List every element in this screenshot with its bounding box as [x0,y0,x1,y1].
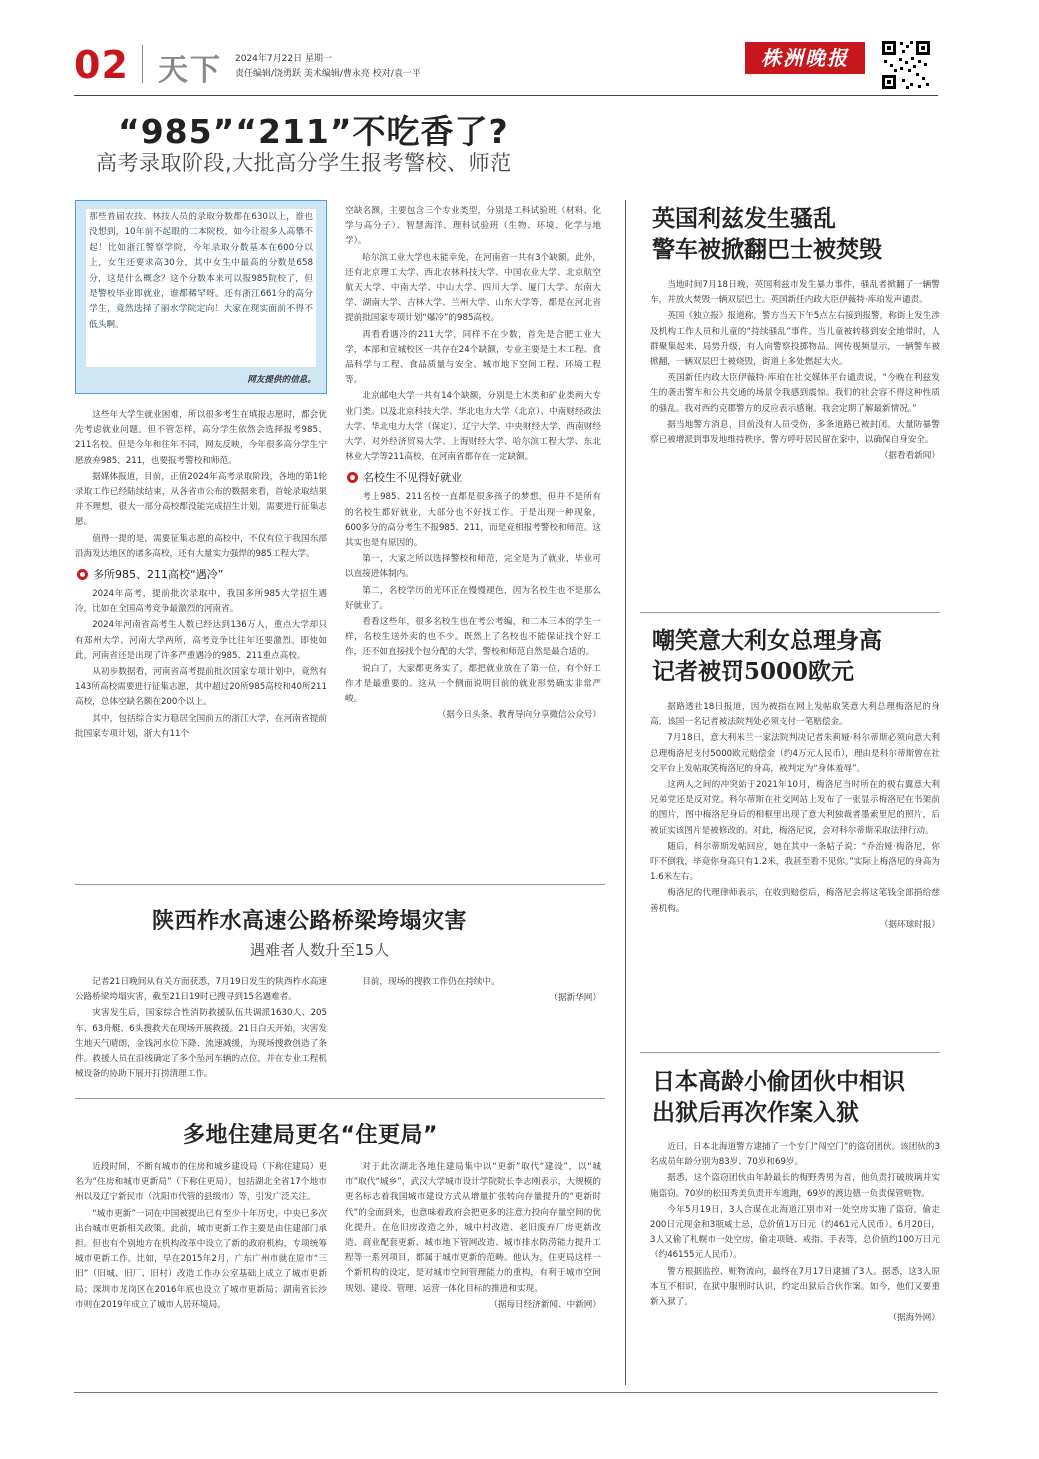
paragraph: 当地时间7月18日晚，英国利兹市发生暴力事件，骚乱者掀翻了一辆警车，并放火焚毁一辆双层巴士。英国新任内政大臣伊薇特·库珀发声谴责。 [650,280,940,306]
shaanxi-column-1 [75,975,327,1083]
shaanxi-subtitle: 遇难者人数升至15人 [250,941,390,959]
source-credit: （据每日经济新闻、中新网） [489,1299,601,1310]
paragraph: 随后，科尔蒂斯发帖回应，她在其中一条帖子说：“乔治娅·梅洛尼，你吓不倒我，毕竟你身高只有1.2米，我甚至看不见你。”实际上梅洛尼的身高为1.6米左右。 [650,841,940,883]
paragraph: 从初步数据看，河南省高考提前批次国家专项计划中，竟然有143所高校需要进行征集志愿，其中超过20所985高校和40所211高校，总体空缺名额在200个以上。 [75,667,327,708]
paragraph: 第一，大家之所以选择警校和师范，完全是为了就业，毕业可以直接进体制内。 [345,554,601,580]
italy-title-line-2: 记者被罚5000欧元 [652,658,855,685]
subheading-text: 名校生不见得好就业 [363,471,462,485]
masthead-rule [74,95,938,96]
uk-body [650,278,940,464]
uk-title [652,203,942,265]
japan-title-line-1: 日本高龄小偷团伙中相识 [652,1068,905,1095]
paragraph: 第二，名校学历的光环正在慢慢褪色，因为名校生也不是那么好就业了。 [345,585,601,611]
paragraph: 灾害发生后，国家综合性消防救援队伍共调派1630人、205车、63舟艇、6头搜救犬在现场开展救援。21日白天开始，灾害发生地天气晴朗，金钱河水位下降、流速减缓，为现场搜救创造了条件。救援人员在沿线确定了多个坠河车辆的点位，并在专业工程机械设备的协助下展开打捞清理工作。 [75,1008,327,1080]
source-credit: （据新华网） [549,993,601,1004]
netizen-info-box [75,200,327,394]
netizen-info-text: 那些普届农技、林技人员的录取分数都在630以上，谁也没想到，10年前不起眼的二本院校，如今让很多人高攀不起！比如浙江警察学院，今年录取分数基本在600分以上，女生还要求高30分，其中女生中最高的分数是658分，这是什么概念？这个分数本来可以报985院校了，但是警校毕业即就业，谁都稀罕呀。还有浙江661分的高分学生，竟然选择了丽水学院定向！大家在现实面前不得不低头啊。 [86,209,316,367]
paragraph: “城市更新”一词在中国被提出已有至少十年历史，中央已多次出台城市更新相关政策。此前，城市更新工作主要是由住建部门承担。但也有个别地方在机构改革中设立了新的政府机构，专项统筹城市更新工作。比如，早在2015年2月，广东广州市就在原市“三旧”（旧城、旧厂、旧村）改造工作办公室基础上成立了城市更新局；深圳市龙岗区在2016年底也设立了城市更新局；湖南省长沙市则在2019年成立了城市人居环境局。 [75,1208,327,1310]
masthead-divider [142,45,143,83]
bottom-rule [74,1392,938,1393]
japan-body [650,1140,940,1326]
subheading-985-211 [77,566,327,582]
shaanxi-column-2 [345,975,601,1006]
paragraph: 再看看遇冷的211大学，同样不在少数，首先是合肥工业大学，本部和宣城校区一共存在24个缺额，专业主要是土木工程、食品科学与工程、食品质量与安全、城市地下空间工程、环境工程等。 [345,329,601,386]
paragraph: 2024年高考，提前批次录取中，我国多所985大学招生遇冷，比如在全国高考竞争最激烈的河南省。 [75,589,327,615]
subheading-text: 多所985、211高校“遇冷” [93,568,224,582]
paragraph: 7月18日，意大利米兰一家法院判决记者朱莉娅·科尔蒂斯必须向意大利总理梅洛尼支付5000欧元赔偿金（约4万元人民币），理由是科尔蒂斯曾在社交平台上发帖取笑梅洛尼的身高，被判定为“身体羞辱”。 [650,733,940,774]
source-credit: （据海外网） [888,1313,940,1324]
section-divider [75,884,605,885]
italy-title-line-1: 嘲笑意大利女总理身高 [652,627,882,654]
paper-logo: 株洲晚报 [745,42,865,74]
paragraph: 记者21日晚间从有关方面获悉，7月19日发生的陕西柞水高速公路桥梁垮塌灾害，截至21日19时已搜寻到15名遇难者。 [75,977,327,1003]
paragraph: 其中，包括综合实力稳居全国前五的浙江大学，在河南省提前批国家专项计划，浙大有11个 [75,713,327,739]
paragraph: 看看这些年，很多名校生也在考公考编，和二本三本的学生一样，名校生送外卖的也不少。既然上了名校也不能保证找个好工作，还不如直接找个包分配的大学，警校和师范自然是最合适的。 [345,617,601,658]
lead-title: “985”“211”不吃香了? [118,112,509,151]
paragraph: 今年5月19日，3人合谋在北海道江别市对一处空房实施了盗窃，偷走200日元现金和3瓶威士忌，总价值1万日元（约461元人民币）。6月20日，3人又偷了札幌市一处空房，偷走项链、戒指、手表等，总价值约100万日元（约46155元人民币）。 [650,1204,940,1261]
paragraph: 近日，日本北海道警方逮捕了一个专门“闯空门”的盗窃团伙。该团伙的3名成员年龄分别为83岁、70岁和69岁。 [650,1142,940,1168]
paragraph: 英国《独立报》报道称，警方当天下午5点左右接到报警，称街上发生涉及机构工作人员和儿童的“持续骚乱”事件。当儿童被转移到安全地带时，人群聚集起来，局势升级，有人向警察投掷物品。网传视频显示，一辆警车被掀翻，一辆双层巴士被烧毁，街道上多处燃起大火。 [650,311,940,368]
zhugeng-title: 多地住建局更名“住更局” [183,1123,438,1148]
shaanxi-title: 陕西柞水高速公路桥梁垮塌灾害 [152,909,468,934]
lead-column-2 [345,204,601,723]
page-number: 02 [74,43,129,87]
bullet-icon [347,472,358,483]
paragraph: 据媒体报道，目前，正值2024年高考录取阶段，各地的第1轮录取工作已经陆续结束，从各省市公布的数据来看，首轮录取结果并不理想，很大一部分高校都没能完成招生计划，需要进行征集志愿。 [75,471,327,528]
lead-column-1 [75,408,327,743]
paragraph: 对于此次湖北各地住建局集中以“更新”取代“建设”，以“城市”取代“城乡”，武汉大学城市设计学院院长李志刚表示，大规模的更名标志着我国城市建设方式从增量扩张转向存量提升的“更新时代”的全面到来，也意味着政府会把更多的注意力投向存量空间的优化提升。在危旧房改造之外，城中村改造、老旧废弃厂房更新改造、商业配套更新、城市地下管网改造、城市排水防涝能力提升工程等一系列项目，都属于城市更新的范畴。他认为，住更局这样一个新机构的设定，是对城市空间管理能力的重构，有利于城市空间规划、建设、管理、运营一体化目标的推进和实现。 [345,1162,601,1294]
paragraph: 哈尔滨工业大学也未能幸免，在河南省一共有3个缺额。此外，还有北京理工大学、西北农林科技大学、中国农业大学、北京航空航天大学、中南大学、中山大学、四川大学、厦门大学、东南大学、湖南大学、吉林大学、兰州大学、山东大学等，都是在河北省提前批国家专项计划“爆冷”的985高校。 [345,252,601,324]
paragraph: 据当地警方消息，目前没有人员受伤，多条道路已被封闭。大量防暴警察已被增派到事发地维持秩序，警方呼吁居民留在家中，以确保自身安全。 [650,419,940,446]
section-name: 天下 [158,53,222,88]
qr-code-icon [880,39,932,91]
paragraph: 考上985、211名校一直都是很多孩子的梦想，但并不是所有的名校生都好就业，大部分也不好找工作。于是出现一种现象，600多分的高分考生不报985、211，而是竟相报考警校和师范。这其实也是有原因的。 [345,492,601,549]
italy-title [652,625,942,687]
paragraph: 北京邮电大学一共有14个缺额，分别是土木类和矿业类两大专业门类。以及北京科技大学、华北电力大学（北京）、中南财经政法大学、华北电力大学（保定）、辽宁大学、中央财经大学、西南财经大学、对外经济贸易大学、上海财经大学、哈尔滨工程大学、东北林业大学等211高校，在河南省都存在一定缺额。 [345,391,601,463]
lead-subtitle: 高考录取阶段,大批高分学生报考警校、师范 [96,151,512,175]
zhugeng-column-1 [75,1160,327,1314]
paragraph: 说白了，大家都更务实了，都把就业放在了第一位，有个好工作才是最重要的。这从一个侧面说明目前的就业形势确实非常严峻。 [345,663,601,705]
source-credit: （据今日头条、教育导向分享微信公众号） [437,710,601,721]
paragraph: 据路透社18日报道，因为被指在网上发帖取笑意大利总理梅洛尼的身高，该国一名记者被法院判处必须支付一笔赔偿金。 [650,702,940,728]
paragraph: 这两人之间的冲突始于2021年10月，梅洛尼当时所在的极右翼意大利兄弟党还是反对党。科尔蒂斯在社交网站上发布了一张显示梅洛尼在书架前的图片，图中梅洛尼身后的相框里出现了意大利独裁者墨索里尼的照片，后被证实该图片是被修改的。对此，梅洛尼说，会对科尔蒂斯采取法律行动。 [650,780,940,836]
netizen-info-caption: 网友提供的信息。 [247,375,316,385]
section-divider [75,1098,605,1099]
paragraph: 值得一提的是，需要征集志愿的高校中，不仅有位于我国东部沿海发达地区的诸多高校，还有大量实力强悍的985工程大学。 [75,533,327,559]
paragraph: 目前，现场的搜救工作仍在持续中。 [362,977,500,987]
italy-body [650,700,940,933]
editors-line: 责任编辑/饶勇跃 美术编辑/曹永亮 校对/袁一平 [235,69,421,79]
uk-title-line-1: 英国利兹发生骚乱 [652,205,836,232]
zhugeng-column-2 [345,1160,601,1313]
paragraph: 据悉，这个盗窃团伙由年龄最长的梅野秀男为首，他负责打破玻璃并实施盗窃。70岁的松田秀美负责开车逃跑，69岁的渡边德一负责保管赃物。 [650,1173,940,1199]
japan-title [652,1066,942,1128]
source-credit: （据环球时报） [879,919,940,930]
paragraph: 英国新任内政大臣伊薇特·库珀在社交媒体平台谴责说，“今晚在利兹发生的袭击警车和公共交通的场景令我感到震惊。我们的社会容不得这种性质的骚乱。我对西约克郡警方的反应表示感谢。我会定期了解最新情况。” [650,373,940,414]
source-credit: （据看看新闻） [879,451,940,462]
paragraph: 这些年大学生就业困难，所以很多考生在填报志愿时，都会优先考虑就业问题。但不管怎样，高分学生依然会选择报考985、211名校。但是今年和往年不同，网友反映，今年很多高分学生宁愿放弃985、211，也要报考警校和师范。 [75,410,327,466]
paragraph: 近段时间，不断有城市的住房和城乡建设局（下称住建局）更名为“住房和城市更新局”（下称住更局），包括湖北全省17个地市州以及辽宁新民市（沈阳市代管的县级市）等，引发广泛关注。 [75,1162,327,1203]
uk-title-line-2: 警车被掀翻巴士被焚毁 [652,236,882,263]
section-divider [640,612,940,613]
paragraph: 警方根据监控、赃物流向，最终在7月17日逮捕了3人。据悉，这3人原本互不相识，在狱中服刑时认识，约定出狱后合伙作案。如今，他们又要重新入狱了。 [650,1266,940,1308]
issue-date: 2024年7月22日 星期一 [235,54,332,64]
section-divider [640,1052,940,1053]
subheading-employment [347,469,601,485]
paragraph: 2024年河南省高考生人数已经达到136万人，重点大学却只有郑州大学、河南大学两所，高考竞争比往年还要激烈。即使如此，河南省还是出现了许多严重遇冷的985、211重点高校。 [75,620,327,661]
japan-title-line-2: 出狱后再次作案入狱 [652,1099,859,1126]
paragraph: 梅洛尼的代理律师表示，在收到赔偿后，梅洛尼会将这笔钱全部捐给慈善机构。 [650,888,940,914]
paragraph: 空缺名额，主要包含三个专业类型，分别是工科试验班（材料、化学与高分子）、智慧海洋、理科试验班（生物、环境、化学与地学）。 [345,206,601,247]
bullet-icon [77,569,88,580]
column-divider [625,200,626,1385]
